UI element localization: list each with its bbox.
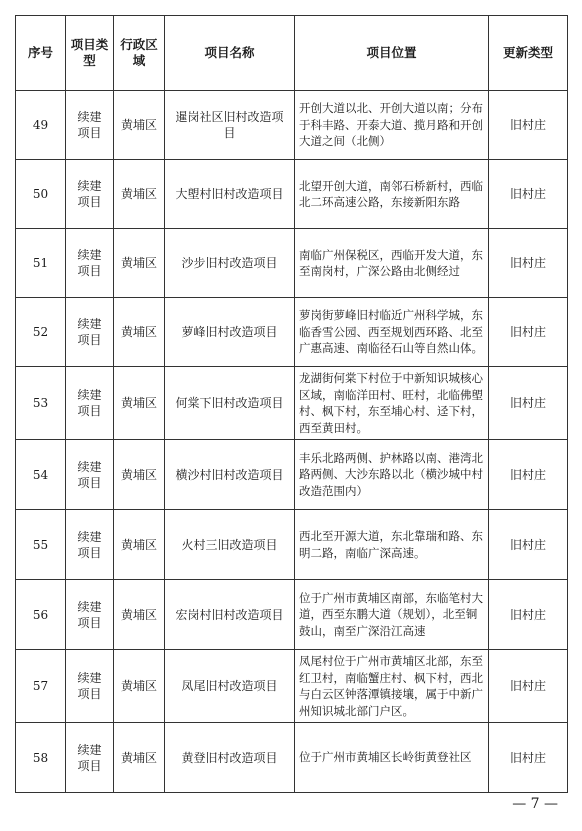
cell-district: 黄埔区 [114, 298, 165, 367]
cell-update-type: 旧村庄 [489, 160, 568, 229]
cell-project-location: 西北至开源大道，东北靠瑞和路、东明二路，南临广深高速。 [295, 510, 489, 580]
cell-no: 49 [16, 91, 66, 160]
cell-district: 黄埔区 [114, 229, 165, 298]
cell-project-name: 大塱村旧村改造项目 [165, 160, 295, 229]
cell-no: 51 [16, 229, 66, 298]
cell-project-type: 续建项目 [66, 580, 114, 650]
cell-project-location: 开创大道以北、开创大道以南；分布于科丰路、开泰大道、揽月路和开创大道之间（北侧） [295, 91, 489, 160]
cell-district: 黄埔区 [114, 580, 165, 650]
cell-project-name: 横沙村旧村改造项目 [165, 440, 295, 510]
table-row [16, 229, 568, 298]
table-row [16, 580, 568, 650]
cell-project-location: 位于广州市黄埔区南部，东临笔村大道，西至东鹏大道（规划），北至铜鼓山，南至广深沿江高速 [295, 580, 489, 650]
cell-project-name: 凤尾旧村改造项目 [165, 650, 295, 723]
cell-project-location: 南临广州保税区，西临开发大道，东至南岗村，广深公路由北侧经过 [295, 229, 489, 298]
cell-project-type: 续建项目 [66, 367, 114, 440]
cell-project-name: 火村三旧改造项目 [165, 510, 295, 580]
cell-project-name: 黄登旧村改造项目 [165, 723, 295, 793]
table-header-row [16, 16, 568, 91]
cell-project-location: 北望开创大道，南邻石桥新村，西临北二环高速公路，东接新阳东路 [295, 160, 489, 229]
cell-no: 54 [16, 440, 66, 510]
cell-project-location: 萝岗街萝峰旧村临近广州科学城，东临香雪公园、西至规划西环路、北至广惠高速、南临径石山等自然山体。 [295, 298, 489, 367]
cell-no: 56 [16, 580, 66, 650]
table-row [16, 367, 568, 440]
table-row [16, 650, 568, 723]
cell-project-type: 续建项目 [66, 160, 114, 229]
cell-project-type: 续建项目 [66, 298, 114, 367]
cell-no: 57 [16, 650, 66, 723]
cell-project-type: 续建项目 [66, 440, 114, 510]
cell-update-type: 旧村庄 [489, 367, 568, 440]
header-project-type: 项目类型 [66, 16, 114, 91]
cell-district: 黄埔区 [114, 367, 165, 440]
cell-project-location: 位于广州市黄埔区长岭街黄登社区 [295, 723, 489, 793]
table-row [16, 510, 568, 580]
table-row [16, 440, 568, 510]
page-number: — 7 — [512, 796, 558, 812]
cell-project-type: 续建项目 [66, 510, 114, 580]
cell-update-type: 旧村庄 [489, 91, 568, 160]
cell-project-location: 凤尾村位于广州市黄埔区北部，东至红卫村，南临蟹庄村、枫下村，西北与白云区钟落潭镇接壤，属于中新广州知识城北部门户区。 [295, 650, 489, 723]
cell-no: 53 [16, 367, 66, 440]
table-row [16, 91, 568, 160]
header-no: 序号 [16, 16, 66, 91]
cell-district: 黄埔区 [114, 650, 165, 723]
header-update-type: 更新类型 [489, 16, 568, 91]
cell-project-type: 续建项目 [66, 91, 114, 160]
cell-project-location: 龙湖街何棠下村位于中新知识城核心区域，南临洋田村、旺村，北临佛塱村、枫下村，东至埔心村、迳下村，西至黄田村。 [295, 367, 489, 440]
header-project-name: 项目名称 [165, 16, 295, 91]
cell-project-name: 沙步旧村改造项目 [165, 229, 295, 298]
cell-project-name: 暹岗社区旧村改造项目 [165, 91, 295, 160]
cell-no: 55 [16, 510, 66, 580]
header-project-location: 项目位置 [295, 16, 489, 91]
project-table [15, 15, 568, 793]
cell-project-type: 续建项目 [66, 723, 114, 793]
cell-update-type: 旧村庄 [489, 298, 568, 367]
cell-no: 50 [16, 160, 66, 229]
cell-update-type: 旧村庄 [489, 650, 568, 723]
cell-project-type: 续建项目 [66, 229, 114, 298]
cell-district: 黄埔区 [114, 91, 165, 160]
cell-district: 黄埔区 [114, 510, 165, 580]
cell-update-type: 旧村庄 [489, 440, 568, 510]
cell-project-name: 宏岗村旧村改造项目 [165, 580, 295, 650]
cell-update-type: 旧村庄 [489, 229, 568, 298]
cell-project-location: 丰乐北路两侧、护林路以南、港湾北路两侧、大沙东路以北（横沙城中村改造范围内） [295, 440, 489, 510]
cell-no: 58 [16, 723, 66, 793]
cell-project-name: 萝峰旧村改造项目 [165, 298, 295, 367]
table-row [16, 723, 568, 793]
cell-district: 黄埔区 [114, 723, 165, 793]
cell-no: 52 [16, 298, 66, 367]
table-row [16, 298, 568, 367]
cell-update-type: 旧村庄 [489, 580, 568, 650]
cell-district: 黄埔区 [114, 160, 165, 229]
cell-project-type: 续建项目 [66, 650, 114, 723]
cell-update-type: 旧村庄 [489, 510, 568, 580]
table-row [16, 160, 568, 229]
cell-update-type: 旧村庄 [489, 723, 568, 793]
cell-project-name: 何棠下旧村改造项目 [165, 367, 295, 440]
header-district: 行政区域 [114, 16, 165, 91]
cell-district: 黄埔区 [114, 440, 165, 510]
